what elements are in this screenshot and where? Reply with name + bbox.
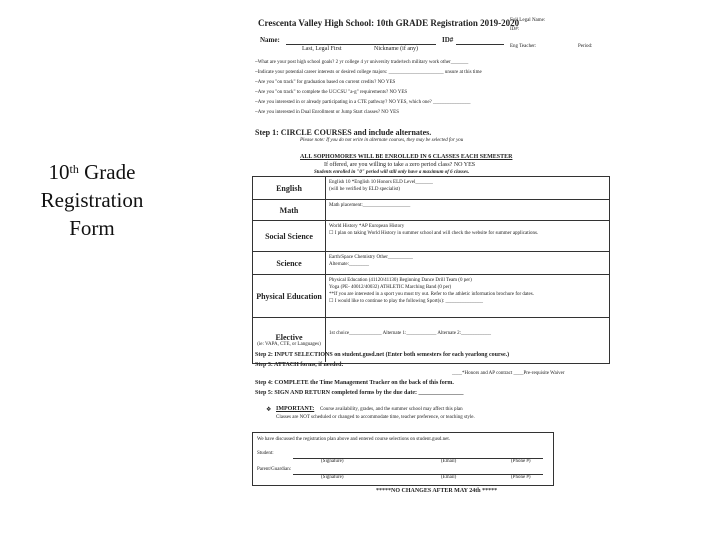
id-label: ID# bbox=[442, 36, 454, 44]
course-detail: Math placement:___________________ bbox=[329, 203, 411, 208]
course-row-physical-education bbox=[253, 275, 609, 318]
course-name: English bbox=[253, 177, 326, 199]
step3-heading: Step 3: ATTACH forms, if needed: bbox=[255, 362, 344, 368]
question-goals: ~What are your post high school goals? 2 yr college 4 yr university trade/tech military work other_______ bbox=[255, 60, 469, 65]
last-first-caption: Last, Legal First bbox=[302, 46, 342, 52]
zero-period-question: If offered, are you willing to take a zero period class? NO YES bbox=[324, 162, 476, 168]
name-label: Name: bbox=[260, 36, 280, 44]
question-cte: ~Are you interested in or already participating in a CTE pathway? NO YES, which one? _______________ bbox=[255, 100, 471, 105]
title-grade: Grade bbox=[84, 160, 136, 184]
id-small-label: ID#: bbox=[510, 27, 520, 32]
step1-note: Please note: If you do not write in alternate courses, they may be selected for you bbox=[300, 138, 464, 143]
course-name: Physical Education bbox=[253, 275, 326, 317]
step5-heading: Step 5: SIGN AND RETURN completed forms by the due date: _______________ bbox=[255, 390, 464, 396]
step3-detail: ____*Honors and AP contract ____Pre-requisite Waiver bbox=[452, 371, 565, 376]
course-row-math bbox=[253, 200, 609, 221]
course-row-english bbox=[253, 177, 609, 200]
question-on-track: ~Are you "on track" for graduation based on current credits? NO YES bbox=[255, 80, 396, 85]
course-name: Science bbox=[253, 252, 326, 274]
course-detail: World History *AP European History ☐ I plan on taking World History in summer school and will check the website for summer applications. bbox=[329, 224, 539, 236]
form-header: Crescenta Valley High School: 10th GRADE Registration 2019-2020 bbox=[258, 18, 520, 28]
zero-period-note: Students enrolled in "0" period will still only have a maximum of 6 classes. bbox=[314, 170, 470, 175]
course-name: Math bbox=[253, 200, 326, 220]
student-label: Student: bbox=[257, 451, 274, 456]
id-line bbox=[456, 44, 504, 45]
important-label: IMPORTANT: bbox=[276, 406, 315, 412]
diamond-bullet-icon: ❖ bbox=[266, 407, 272, 413]
student-email-caption: (Email) bbox=[441, 459, 457, 464]
name-line bbox=[286, 44, 436, 45]
important-line-1: Course availability, grades, and the summer school may affect this plan bbox=[320, 407, 463, 412]
parent-email-caption: (Email) bbox=[441, 475, 457, 480]
course-detail: Earth/Space Chemistry Other__________ Alternate:________ bbox=[329, 255, 413, 267]
course-name: Elective bbox=[275, 333, 303, 342]
registration-form-image bbox=[252, 18, 614, 496]
question-dual-enrollment: ~Are you interested in Dual Enrollment or Jump Start classes? NO YES bbox=[255, 110, 400, 115]
step4-heading: Step 4: COMPLETE the Time Management Tracker on the back of this form. bbox=[255, 380, 454, 386]
nickname-caption: Nickname (if any) bbox=[374, 46, 418, 52]
step2-heading: Step 2: INPUT SELECTIONS on student.gusd.net (Enter both semesters for each yearlong course.) bbox=[255, 352, 510, 358]
course-selection-table bbox=[252, 176, 610, 364]
all-sophomores-note: ALL SOPHOMORES WILL BE ENROLLED IN 6 CLASSES EACH SEMESTER bbox=[300, 154, 513, 160]
parent-label: Parent/Guardian: bbox=[257, 467, 292, 472]
title-form: Form bbox=[69, 216, 115, 240]
eng-teacher-label: Eng Teacher: bbox=[510, 44, 537, 49]
signature-statement: We have discussed the registration plan above and entered course selections on student.gusd.net. bbox=[257, 437, 451, 442]
title-registration: Registration bbox=[40, 188, 144, 212]
signature-box bbox=[252, 432, 554, 486]
course-detail: 1st choice_____________ Alternate 1:____________ Alternate 2:____________ bbox=[329, 331, 492, 336]
question-ucsu: ~Are you "on track" to complete the UC/CSU "a-g" requirements? NO YES bbox=[255, 90, 408, 95]
course-detail: Physical Education (41120/41130) Beginning Dance Drill Team (0 per) Yoga (PE- 40012/40032) ATHLETIC Marching Band (0 per) **If you are interested in a sport you must try out. Refer to the athletic information brochure for dates. ☐ I would like to continue to play the following Sport(s): _______________ bbox=[329, 278, 534, 304]
title-number: 10 bbox=[48, 160, 70, 184]
question-career: ~Indicate your potential career interests or desired college majors: ______________________ unsure at this time bbox=[255, 70, 482, 75]
period-label: Period: bbox=[578, 44, 593, 49]
course-sub: (ie: VAPA, CTE, or Languages) bbox=[257, 342, 321, 347]
step1-heading: Step 1: CIRCLE COURSES and include alternates. bbox=[255, 128, 432, 137]
full-legal-name-label: Full Legal Name: bbox=[510, 18, 546, 23]
important-line-2: Classes are NOT scheduled or changed to accommodate time, teacher preference, or teaching style. bbox=[276, 415, 475, 420]
course-row-science bbox=[253, 252, 609, 275]
title-suffix: th bbox=[69, 162, 79, 176]
course-detail: English 10 *English 10 Honors ELD Level_______ (will be verified by ELD specialist) bbox=[329, 180, 433, 192]
student-signature-caption: (Signature) bbox=[321, 459, 344, 464]
student-phone-caption: (Phone #) bbox=[511, 459, 531, 464]
parent-signature-caption: (Signature) bbox=[321, 475, 344, 480]
course-name: Social Science bbox=[253, 221, 326, 251]
course-row-social-science bbox=[253, 221, 609, 252]
slide-title bbox=[18, 158, 166, 242]
no-changes-notice: *****NO CHANGES AFTER MAY 24th ***** bbox=[376, 488, 498, 494]
parent-phone-caption: (Phone #) bbox=[511, 475, 531, 480]
